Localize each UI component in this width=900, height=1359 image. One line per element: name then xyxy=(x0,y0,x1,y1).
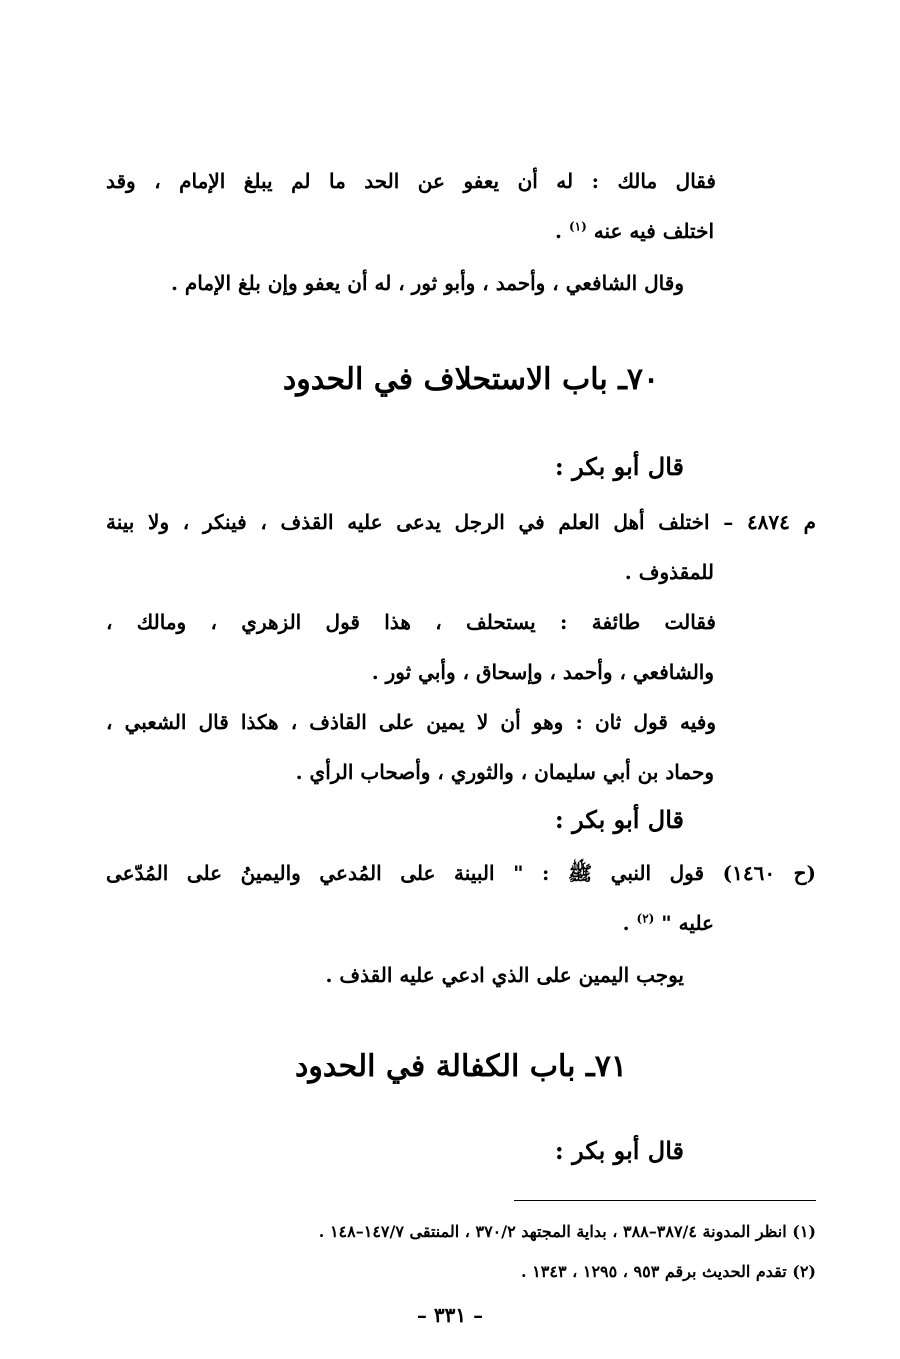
text-line: والشافعي ، وأحمد ، وإسحاق ، وأبي ثور . xyxy=(371,660,714,684)
text-segment: عليه " xyxy=(661,911,714,935)
footnote-separator xyxy=(514,1200,816,1201)
section-label: قال أبو بكر : xyxy=(554,1136,684,1165)
text-line xyxy=(555,216,714,246)
section-label: قال أبو بكر : xyxy=(554,452,684,481)
chapter-heading: ٧١ـ باب الكفالة في الحدود xyxy=(295,1049,627,1084)
text-line: (ح ١٤٦٠) قول النبي ﷺ : " البينة على المُدعي واليمينُ على المُدّعى xyxy=(106,861,816,885)
chapter-heading: ٧٠ـ باب الاستحلاف في الحدود xyxy=(282,362,660,397)
text-line: فقالت طائفة : يستحلف ، هذا قول الزهري ، ومالك ، xyxy=(106,610,716,634)
text-segment: . xyxy=(555,219,563,243)
text-line: يوجب اليمين على الذي ادعي عليه القذف . xyxy=(325,963,684,987)
footnote-marker: (٢) xyxy=(636,911,655,926)
text-line: وقال الشافعي ، وأحمد ، وأبو ثور ، له أن يعفو وإن بلغ الإمام . xyxy=(170,271,684,295)
page-number: – ٣٣١ – xyxy=(416,1303,484,1327)
footnote-2: (٢) تقدم الحديث برقم ٩٥٣ ، ١٢٩٥ ، ١٣٤٣ . xyxy=(521,1262,816,1281)
text-line: للمقذوف . xyxy=(624,560,714,584)
text-line: فقال مالك : له أن يعفو عن الحد ما لم يبلغ الإمام ، وقد xyxy=(106,169,716,193)
section-label: قال أبو بكر : xyxy=(554,805,684,834)
text-line: وحماد بن أبي سليمان ، والثوري ، وأصحاب الرأي . xyxy=(295,760,714,784)
text-line: م ٤٨٧٤ – اختلف أهل العلم في الرجل يدعى عليه القذف ، فينكر ، ولا بينة xyxy=(106,510,816,534)
text-segment: اختلف فيه عنه xyxy=(593,219,714,243)
footnote-1: (١) انظر المدونة ٣٨٧/٤–٣٨٨ ، بداية المجتهد ٣٧٠/٢ ، المنتقى ١٤٧/٧–١٤٨ . xyxy=(318,1222,816,1241)
text-line xyxy=(623,908,714,938)
footnote-marker: (١) xyxy=(568,219,587,234)
text-line: وفيه قول ثان : وهو أن لا يمين على القاذف ، هكذا قال الشعبي ، xyxy=(106,710,716,734)
text-segment: . xyxy=(622,911,630,935)
